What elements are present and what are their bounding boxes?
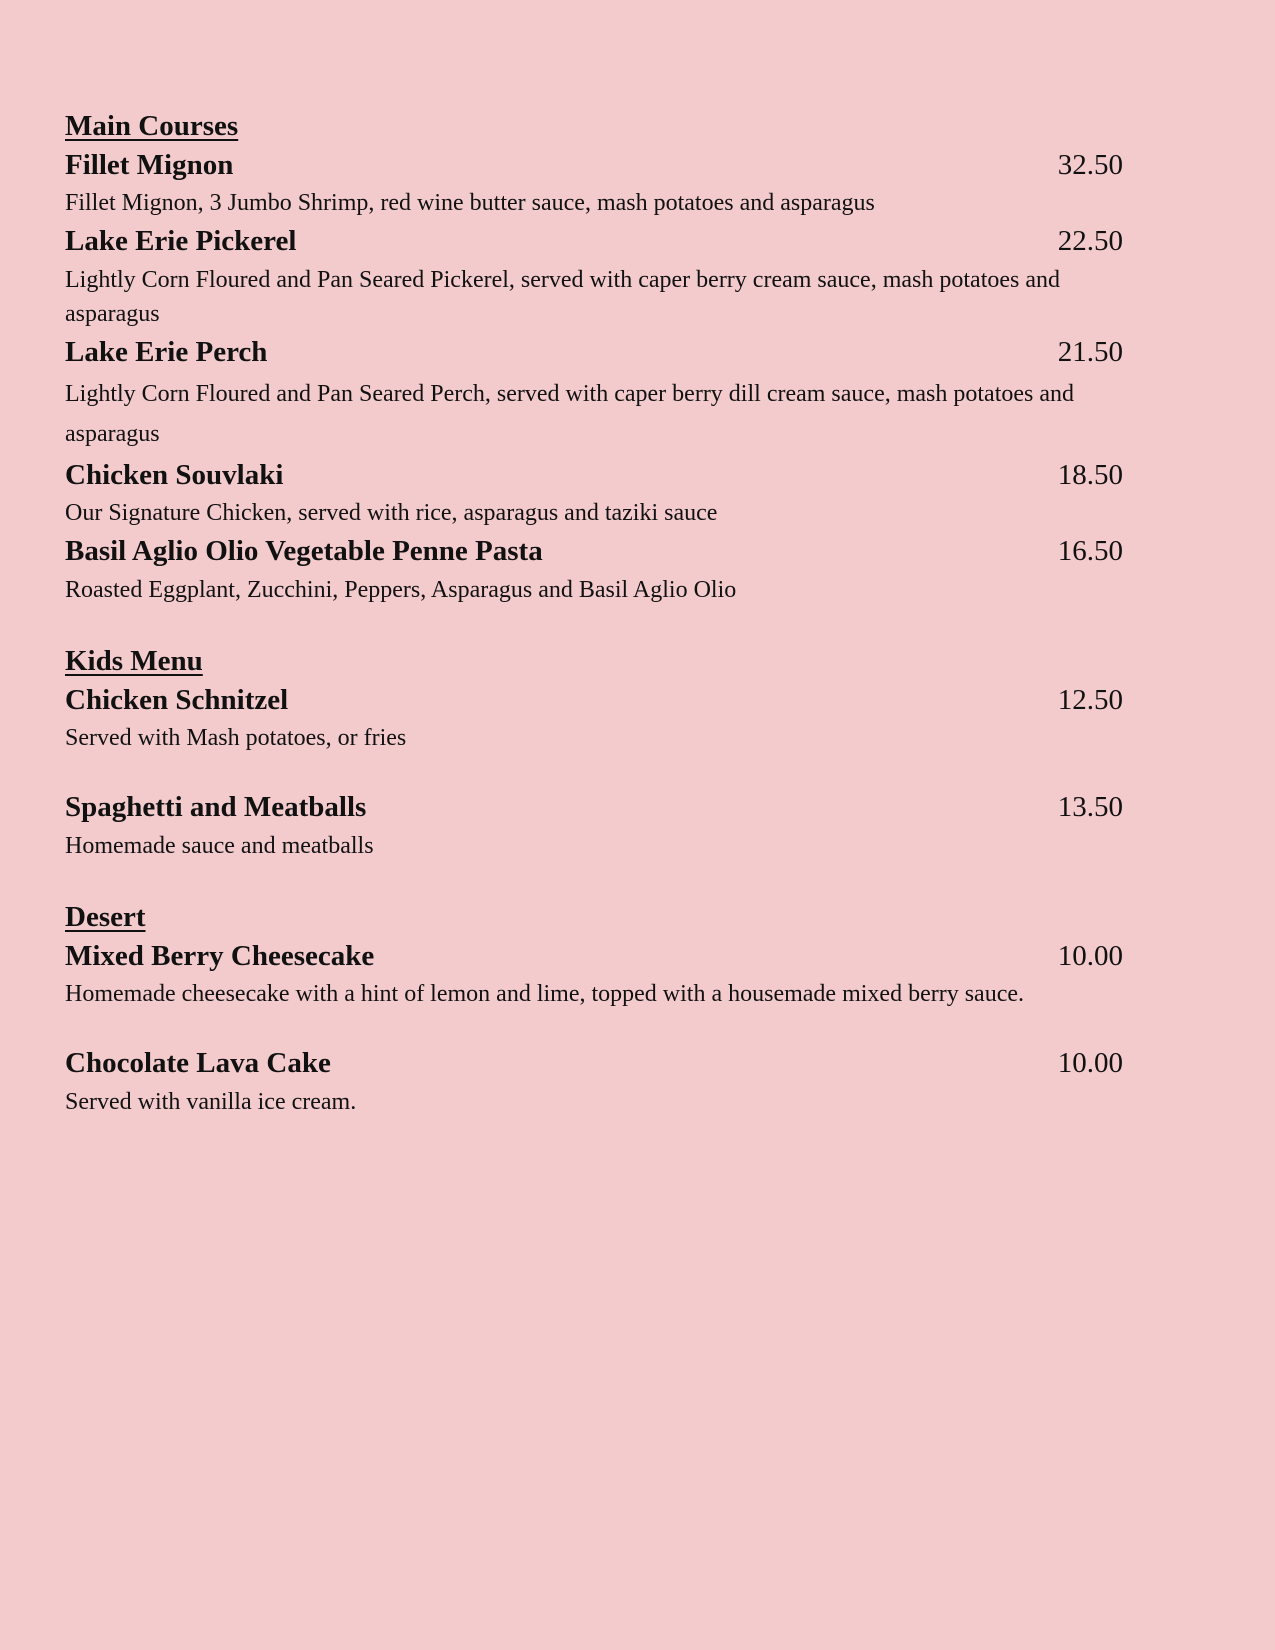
- item-name: Basil Aglio Olio Vegetable Penne Pasta: [65, 535, 543, 568]
- item-description: Our Signature Chicken, served with rice, asparagus and taziki sauce: [65, 500, 718, 527]
- section-desert: [65, 897, 1125, 1119]
- item-name: Lake Erie Pickerel: [65, 225, 297, 258]
- item-description: Lightly Corn Floured and Pan Seared Pickerel, served with caper berry cream sauce, mash potatoes and asparagus: [65, 266, 1061, 327]
- item-price: 21.50: [1057, 335, 1123, 368]
- item-price: 10.00: [1057, 939, 1123, 972]
- item-name: Lake Erie Perch: [65, 335, 268, 368]
- item-price: 13.50: [1057, 791, 1123, 824]
- menu-item: [65, 682, 1125, 756]
- menu-item: [65, 223, 1125, 331]
- section-title: Main Courses: [65, 110, 239, 142]
- item-name: Mixed Berry Cheesecake: [65, 939, 375, 972]
- item-name: Chicken Souvlaki: [65, 458, 284, 491]
- section-title: Kids Menu: [65, 645, 203, 678]
- item-description: Homemade sauce and meatballs: [65, 833, 374, 859]
- menu-item: [65, 457, 1125, 531]
- item-name: Chocolate Lava Cake: [65, 1047, 331, 1080]
- item-description: Lightly Corn Floured and Pan Seared Perch, served with caper berry dill cream sauce, mash potatoes and asparagus: [65, 380, 1075, 447]
- item-description: Roasted Eggplant, Zucchini, Peppers, Asparagus and Basil Aglio Olio: [65, 577, 737, 604]
- item-name: Fillet Mignon: [65, 148, 234, 181]
- item-price: 22.50: [1057, 225, 1123, 258]
- section-main-courses: [65, 106, 1125, 607]
- item-description: Served with vanilla ice cream.: [65, 1088, 357, 1115]
- item-description: Homemade cheesecake with a hint of lemon and lime, topped with a housemade mixed berry sauce.: [65, 981, 1025, 1008]
- menu-item: [65, 1045, 1125, 1119]
- menu-page: [65, 106, 1125, 1122]
- item-name: Chicken Schnitzel: [65, 683, 289, 716]
- item-price: 10.00: [1057, 1047, 1123, 1080]
- section-kids-menu: [65, 641, 1125, 863]
- item-description: Served with Mash potatoes, or fries: [65, 725, 407, 752]
- item-description: Fillet Mignon, 3 Jumbo Shrimp, red wine butter sauce, mash potatoes and asparagus: [65, 190, 875, 217]
- item-name: Spaghetti and Meatballs: [65, 791, 367, 824]
- item-price: 12.50: [1057, 683, 1123, 716]
- item-price: 32.50: [1057, 148, 1123, 181]
- menu-item: [65, 147, 1125, 221]
- item-price: 16.50: [1057, 535, 1123, 568]
- menu-item: [65, 334, 1125, 454]
- menu-item: [65, 533, 1125, 607]
- menu-item: [65, 938, 1125, 1012]
- section-title: Desert: [65, 901, 146, 933]
- menu-item: [65, 789, 1125, 863]
- item-price: 18.50: [1057, 458, 1123, 491]
